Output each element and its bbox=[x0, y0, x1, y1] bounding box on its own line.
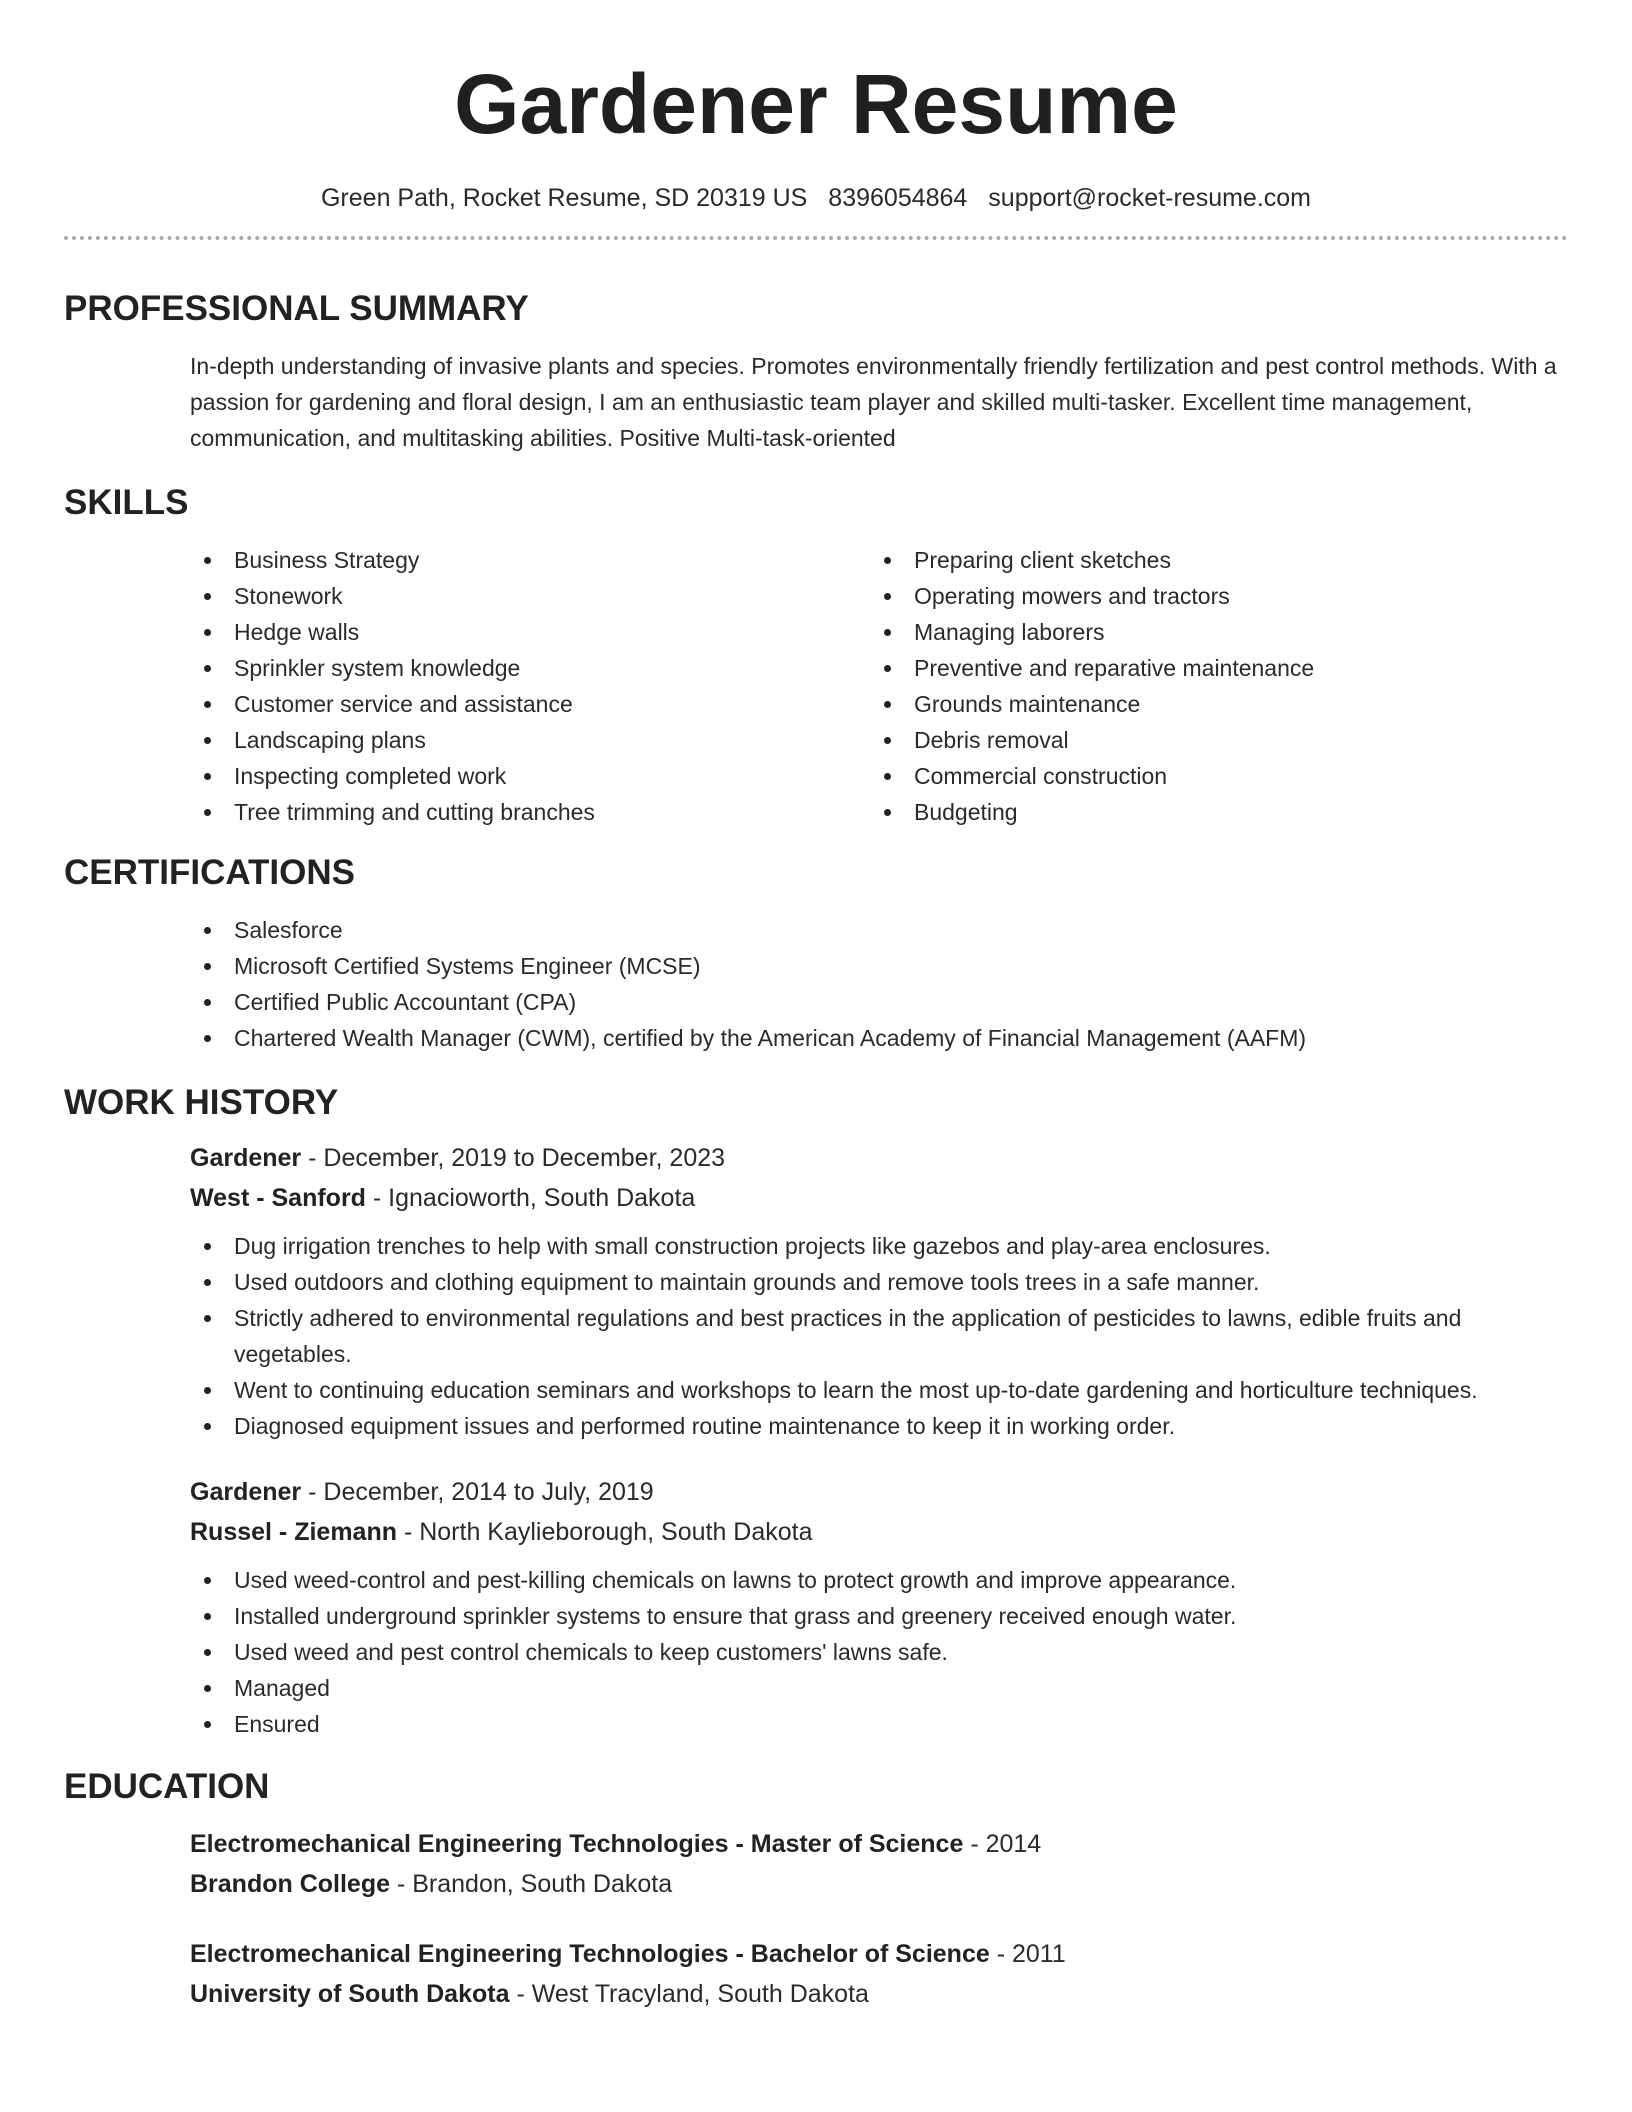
skill-item: Hedge walls bbox=[190, 614, 870, 650]
job-bullet: Managed bbox=[190, 1670, 1568, 1706]
job-dates: - December, 2014 to July, 2019 bbox=[301, 1478, 654, 1506]
certifications-list bbox=[190, 912, 1568, 1056]
section-title-summary: PROFESSIONAL SUMMARY bbox=[64, 289, 529, 328]
job-bullet: Used weed and pest control chemicals to keep customers' lawns safe. bbox=[190, 1634, 1568, 1670]
job-company-line bbox=[190, 1178, 1568, 1218]
skill-item: Preparing client sketches bbox=[870, 542, 1550, 578]
skill-item: Operating mowers and tractors bbox=[870, 578, 1550, 614]
job-bullet: Used outdoors and clothing equipment to maintain grounds and remove tools trees in a safe manner. bbox=[190, 1264, 1568, 1300]
job-role: Gardener bbox=[190, 1144, 302, 1172]
resume-name: Gardener Resume bbox=[454, 57, 1178, 151]
education-location: - Brandon, South Dakota bbox=[390, 1870, 673, 1898]
job-location: - Ignacioworth, South Dakota bbox=[365, 1184, 696, 1212]
section-title-skills: SKILLS bbox=[64, 483, 189, 522]
section-title-certifications: CERTIFICATIONS bbox=[64, 853, 356, 892]
skill-item: Preventive and reparative maintenance bbox=[870, 650, 1550, 686]
education-entry bbox=[190, 1934, 1568, 2014]
contact-address: Green Path, Rocket Resume, SD 20319 US bbox=[320, 184, 808, 212]
skill-item: Debris removal bbox=[870, 722, 1550, 758]
education-degree-line bbox=[190, 1824, 1568, 1864]
education-school-line bbox=[190, 1974, 1568, 2014]
contact-email: support@rocket-resume.com bbox=[988, 184, 1312, 212]
certification-item: Salesforce bbox=[190, 912, 1568, 948]
job-bullets bbox=[190, 1228, 1568, 1444]
skill-item: Inspecting completed work bbox=[190, 758, 870, 794]
contact-phone: 8396054864 bbox=[828, 184, 968, 212]
education-degree: Electromechanical Engineering Technologies - Master of Science bbox=[190, 1830, 964, 1858]
education-degree-line bbox=[190, 1934, 1568, 1974]
job-bullet: Dug irrigation trenches to help with small construction projects like gazebos and play-area enclosures. bbox=[190, 1228, 1568, 1264]
job-role: Gardener bbox=[190, 1478, 302, 1506]
section-title-work: WORK HISTORY bbox=[64, 1083, 339, 1122]
job-company-line bbox=[190, 1512, 1568, 1552]
job-bullet: Installed underground sprinkler systems to ensure that grass and greenery received enough water. bbox=[190, 1598, 1568, 1634]
section-title-education: EDUCATION bbox=[64, 1767, 270, 1806]
job-bullet: Strictly adhered to environmental regulations and best practices in the application of pesticides to lawns, edible fruits and vegetables. bbox=[190, 1300, 1568, 1372]
education-year: - 2011 bbox=[989, 1940, 1066, 1968]
job-bullets bbox=[190, 1562, 1568, 1742]
education-location: - West Tracyland, South Dakota bbox=[509, 1980, 869, 2008]
header-divider bbox=[64, 236, 1568, 240]
job-dates: - December, 2019 to December, 2023 bbox=[301, 1144, 726, 1172]
skill-item: Business Strategy bbox=[190, 542, 870, 578]
job-entry bbox=[190, 1472, 1568, 1742]
certification-item: Certified Public Accountant (CPA) bbox=[190, 984, 1568, 1020]
skill-item: Commercial construction bbox=[870, 758, 1550, 794]
skills-list-right bbox=[870, 542, 1550, 830]
skill-item: Stonework bbox=[190, 578, 870, 614]
summary-text: In-depth understanding of invasive plants and species. Promotes environmentally friendly fertilization and pest control methods. With a passion for gardening and floral design, I am an enthusiastic team player and skilled multi-tasker. Excellent time management, communication, and multitasking abilities. Positive Multi-task-oriented bbox=[190, 353, 1557, 451]
job-title-line bbox=[190, 1472, 1568, 1512]
contact-line bbox=[64, 182, 1568, 214]
job-bullet: Diagnosed equipment issues and performed routine maintenance to keep it in working order. bbox=[190, 1408, 1568, 1444]
job-bullet: Ensured bbox=[190, 1706, 1568, 1742]
job-bullet: Used weed-control and pest-killing chemicals on lawns to protect growth and improve appearance. bbox=[190, 1562, 1568, 1598]
skill-item: Landscaping plans bbox=[190, 722, 870, 758]
job-company: Russel - Ziemann bbox=[190, 1518, 397, 1546]
education-year: - 2014 bbox=[963, 1830, 1042, 1858]
education-entry bbox=[190, 1824, 1568, 1904]
education-school-line bbox=[190, 1864, 1568, 1904]
certification-item: Microsoft Certified Systems Engineer (MCSE) bbox=[190, 948, 1568, 984]
job-entry bbox=[190, 1138, 1568, 1444]
job-location: - North Kaylieborough, South Dakota bbox=[397, 1518, 813, 1546]
skills-columns bbox=[190, 542, 1568, 830]
job-bullet: Went to continuing education seminars and workshops to learn the most up-to-date gardening and horticulture techniques. bbox=[190, 1372, 1568, 1408]
education-school: Brandon College bbox=[190, 1870, 391, 1898]
education-degree: Electromechanical Engineering Technologies - Bachelor of Science bbox=[190, 1940, 990, 1968]
job-title-line bbox=[190, 1138, 1568, 1178]
skill-item: Customer service and assistance bbox=[190, 686, 870, 722]
skill-item: Tree trimming and cutting branches bbox=[190, 794, 870, 830]
education-school: University of South Dakota bbox=[190, 1980, 510, 2008]
job-company: West - Sanford bbox=[190, 1184, 366, 1212]
skill-item: Budgeting bbox=[870, 794, 1550, 830]
certification-item: Chartered Wealth Manager (CWM), certified by the American Academy of Financial Management (AAFM) bbox=[190, 1020, 1568, 1056]
skills-list-left bbox=[190, 542, 870, 830]
resume-page bbox=[64, 0, 1568, 2014]
skill-item: Sprinkler system knowledge bbox=[190, 650, 870, 686]
skill-item: Managing laborers bbox=[870, 614, 1550, 650]
skill-item: Grounds maintenance bbox=[870, 686, 1550, 722]
